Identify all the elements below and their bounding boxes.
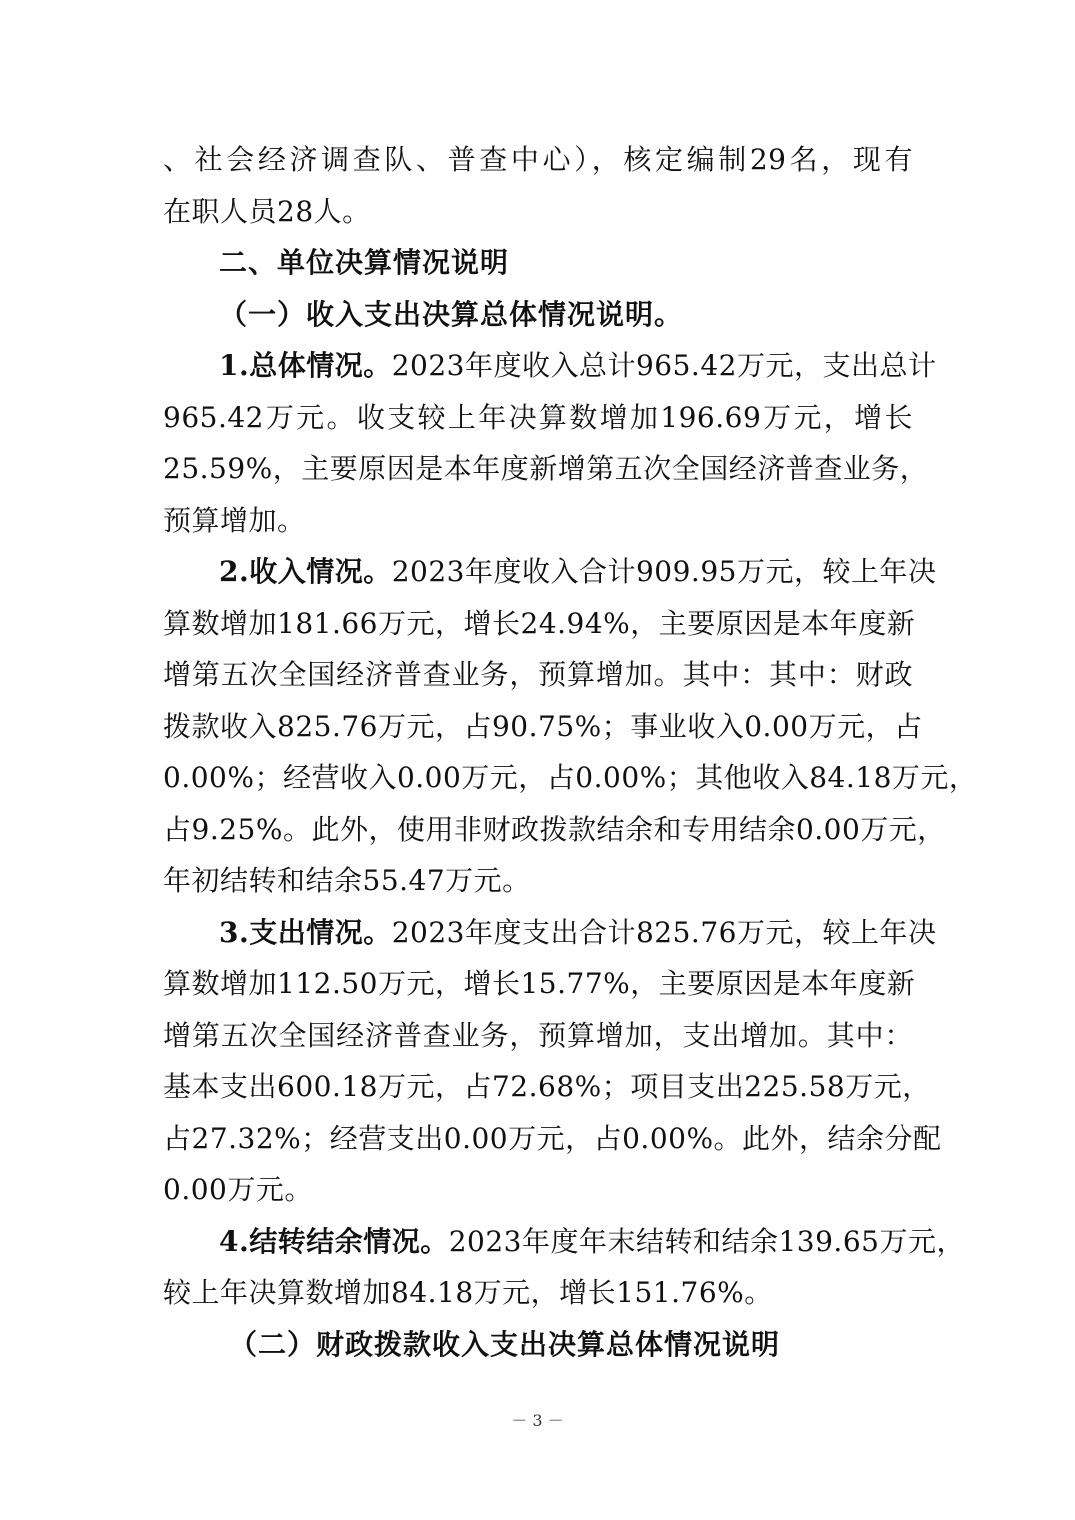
- paragraph-line: 年初结转和结余55.47万元。: [163, 864, 531, 897]
- paragraph-line: 占9.25%。此外，使用非财政拨款结余和专用结余0.00万元，: [163, 812, 946, 846]
- paragraph-line: 基本支出600.18万元，占72.68%；项目支出225.58万元，: [163, 1070, 931, 1103]
- paragraph-line: 算数增加181.66万元，增长24.94%，主要原因是本年度新: [163, 606, 916, 640]
- paragraph-line: 25.59%，主要原因是本年度新增第五次全国经济普查业务，: [163, 452, 929, 485]
- page-body: [163, 134, 978, 1370]
- paragraph-line: 预算增加。: [163, 503, 306, 537]
- paragraph-line: 0.00万元。: [163, 1173, 313, 1206]
- paragraph-line: 2.收入情况。2023年度收入合计909.95万元，较上年决: [219, 555, 937, 588]
- paragraph-label: 2.收入情况。: [219, 555, 392, 588]
- paragraph-line: 增第五次全国经济普查业务，预算增加。其中：其中：财政: [163, 658, 913, 691]
- paragraph-label: 4.结转结余情况。: [219, 1224, 449, 1258]
- paragraph-line: 965.42万元。收支较上年决算数增加196.69万元，增长: [163, 400, 913, 434]
- subsection-heading: （一）收入支出决算总体情况说明。: [219, 297, 684, 331]
- text-line: 、社会经济调查队、普查中心），核定编制29名，现有: [163, 143, 913, 176]
- paragraph-line: 占27.32%；经营支出0.00万元，占0.00%。此外，结余分配: [163, 1121, 942, 1155]
- paragraph-line: 较上年决算数增加84.18万元，增长151.76%。: [163, 1276, 773, 1309]
- paragraph-label: 1.总体情况。: [219, 349, 392, 382]
- subsection-heading: （二）财政拨款收入支出决算总体情况说明: [229, 1327, 781, 1361]
- paragraph-line: 4.结转结余情况。2023年度年末结转和结余139.65万元，: [219, 1224, 965, 1258]
- page-number: － 3 －: [511, 1411, 564, 1430]
- paragraph-line: 0.00%；经营收入0.00万元，占0.00%；其他收入84.18万元，: [163, 761, 978, 794]
- paragraph-line: 拨款收入825.76万元，占90.75%；事业收入0.00万元，占: [163, 709, 923, 743]
- paragraph-line: 1.总体情况。2023年度收入总计965.42万元，支出总计: [219, 349, 937, 382]
- paragraph-line: 增第五次全国经济普查业务，预算增加，支出增加。其中：: [163, 1018, 913, 1052]
- section-heading: 二、单位决算情况说明: [219, 246, 510, 279]
- paragraph-label: 3.支出情况。: [219, 915, 392, 949]
- paragraph-line: 算数增加112.50万元，增长15.77%，主要原因是本年度新: [163, 967, 916, 1000]
- paragraph-line: 3.支出情况。2023年度支出合计825.76万元，较上年决: [219, 915, 937, 949]
- text-line: 在职人员28人。: [163, 194, 371, 228]
